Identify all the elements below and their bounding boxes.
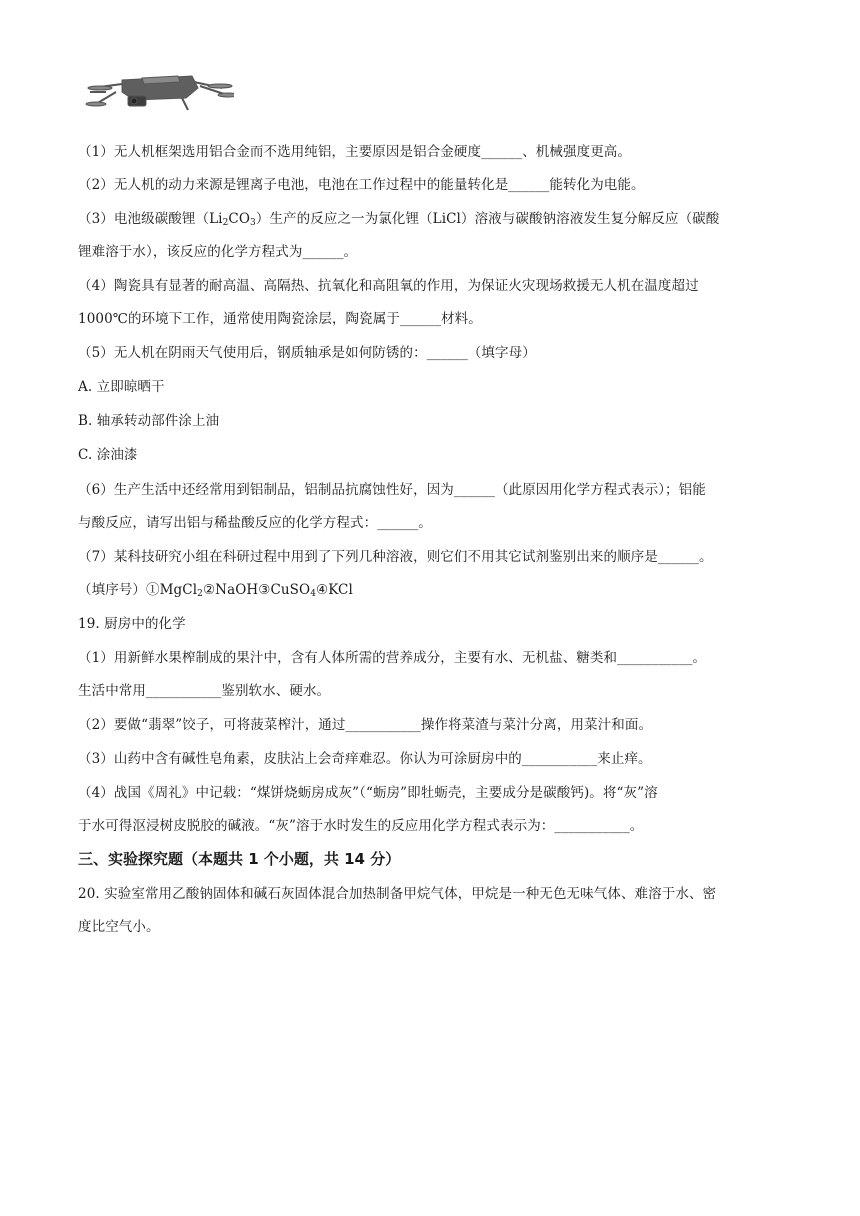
q19-part1-line1: （1）用新鲜水果榨制成的果汁中，含有人体所需的营养成分，主要有水、无机盐、糖类和___________。: [78, 650, 707, 666]
q19-part2: （2）要做“翡翠”饺子，可将菠菜榨汁，通过___________操作将菜渣与菜汁分离，用菜汁和面。: [78, 717, 653, 733]
q19-part4-line2: 于水可得沤浸树皮脱胶的碱液。“灰”溶于水时发生的反应用化学方程式表示为：___________。: [78, 818, 644, 834]
drone-image: [82, 70, 234, 116]
q18-part6-line2: 与酸反应，请写出铝与稀盐酸反应的化学方程式：______。: [78, 515, 432, 531]
q18-part6-line1: （6）生产生活中还经常用到铝制品，铝制品抗腐蚀性好，因为______（此原因用化学方程式表示）；铝能: [78, 482, 706, 498]
q19-part4-line1: （4）战国《周礼》中记载：“煤饼烧蛎房成灰”（“蛎房”即牡蛎壳，主要成分是碳酸钙)。将“灰”溶: [78, 785, 658, 801]
q18-part5: （5）无人机在阴雨天气使用后，钢质轴承是如何防锈的：______（填字母）: [78, 345, 536, 361]
q19-part3: （3）山药中含有碱性皂角素，皮肤沾上会奇痒难忍。你认为可涂厨房中的___________来止痒。: [78, 751, 652, 767]
q18-part4-line2: 1000℃的环境下工作，通常使用陶瓷涂层，陶瓷属于______材料。: [78, 311, 482, 327]
q20-line2: 度比空气小。: [78, 919, 160, 935]
option-a: A. 立即晾晒干: [78, 379, 165, 395]
q18-part3-line1: （3）电池级碳酸锂$(Li_2CO_3)$生产的反应之一为氯化锂（LiCl）溶液与碳酸钠溶液发生复分解反应（碳酸: [78, 211, 720, 228]
q18-part7-line1: （7）某科技研究小组在科研过程中用到了下列几种溶液，则它们不用其它试剂鉴别出来的顺序是______。: [78, 549, 713, 565]
q18-part1: （1）无人机框架选用铝合金而不选用纯铝，主要原因是铝合金硬度______、机械强度更高。: [78, 144, 631, 160]
option-b: B. 轴承转动部件涂上油: [78, 413, 220, 429]
q19-title: 19. 厨房中的化学: [78, 616, 186, 632]
section-title: 三、实验探究题（本题共 1 个小题，共 14 分）: [78, 850, 401, 868]
q20-line1: 20. 实验室常用乙酸钠固体和碱石灰固体混合加热制备甲烷气体，甲烷是一种无色无味气体、难溶于水、密: [78, 886, 717, 902]
q18-part4-line1: （4）陶瓷具有显著的耐高温、高隔热、抗氧化和高阻氧的作用，为保证火灾现场救援无人机在温度超过: [78, 278, 699, 294]
q18-part3-line2: 锂难溶于水），该反应的化学方程式为______。: [78, 244, 358, 260]
option-c: C. 涂油漆: [78, 447, 138, 463]
q19-part1-line2: 生活中常用___________鉴别软水、硬水。: [78, 683, 331, 699]
q18-part7-line2: （填序号）①MgCl$_2$②NaOH③CuSO$_4$④KCl: [78, 582, 353, 599]
q18-part2: （2）无人机的动力来源是锂离子电池，电池在工作过程中的能量转化是______能转化为电能。: [78, 177, 645, 193]
